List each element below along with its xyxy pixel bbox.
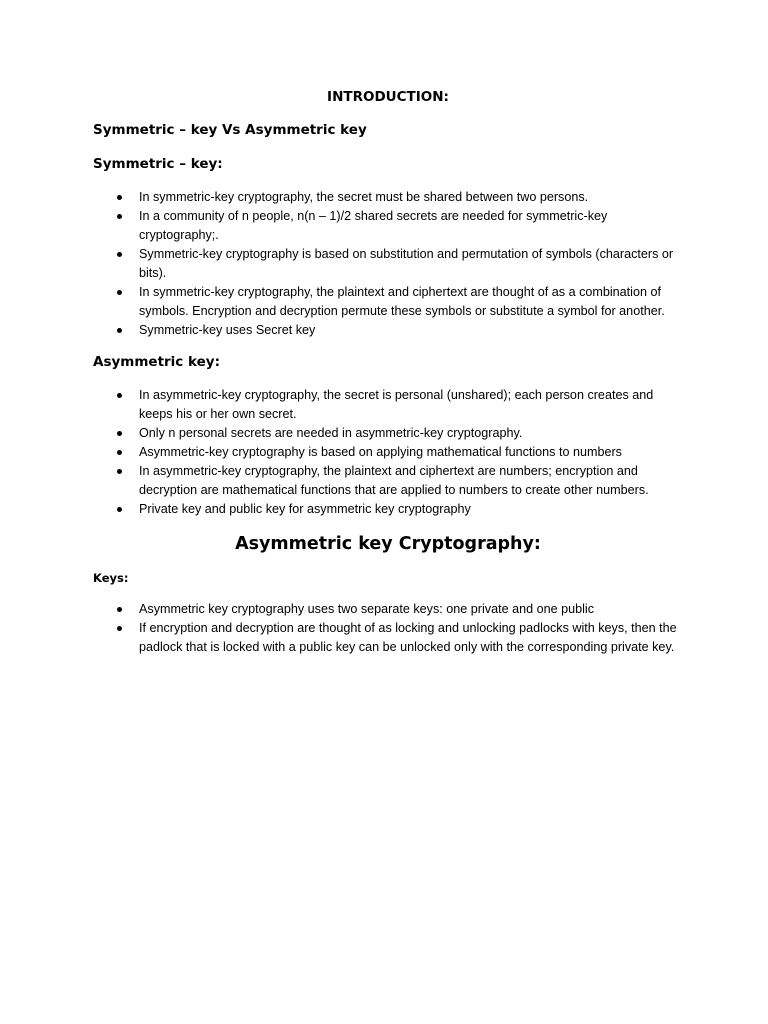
asymmetric-key-list <box>93 386 683 519</box>
bullet-icon <box>117 290 122 295</box>
symmetric-key-list <box>93 188 683 340</box>
bullet-icon <box>117 393 122 398</box>
list-item <box>139 245 683 283</box>
list-item-text: In a community of n people, n(n – 1)/2 shared secrets are needed for symmetric-key cryptography;. <box>139 209 608 242</box>
list-item <box>139 207 683 245</box>
bullet-icon <box>117 450 122 455</box>
list-item-text: Only n personal secrets are needed in asymmetric-key cryptography. <box>139 426 523 440</box>
bullet-icon <box>117 252 122 257</box>
list-item-text: If encryption and decryption are thought of as locking and unlocking padlocks with keys, then the padlock that is locked with a public key can be unlocked only with the corresponding private key. <box>139 621 677 654</box>
list-item <box>139 424 683 443</box>
comparison-heading: Symmetric – key Vs Asymmetric key <box>93 122 367 138</box>
list-item <box>139 500 683 519</box>
bullet-icon <box>117 507 122 512</box>
keys-label: Keys: <box>93 571 129 585</box>
list-item <box>139 321 683 340</box>
asymmetric-key-heading: Asymmetric key: <box>93 354 220 370</box>
list-item-text: Asymmetric key cryptography uses two separate keys: one private and one public <box>139 602 594 616</box>
document-body <box>93 88 683 657</box>
list-item <box>139 188 683 207</box>
list-item-text: Symmetric-key cryptography is based on substitution and permutation of symbols (characters or bits). <box>139 247 674 280</box>
list-item <box>139 462 683 500</box>
list-item <box>139 600 683 619</box>
list-item-text: Asymmetric-key cryptography is based on applying mathematical functions to numbers <box>139 445 622 459</box>
bullet-icon <box>117 195 122 200</box>
symmetric-key-heading: Symmetric – key: <box>93 156 223 172</box>
bullet-icon <box>117 328 122 333</box>
list-item-text: In asymmetric-key cryptography, the plaintext and ciphertext are numbers; encryption and decryption are mathematical functions that are applied to numbers to create other numbers. <box>139 464 649 497</box>
list-item-text: In asymmetric-key cryptography, the secret is personal (unshared); each person creates and keeps his or her own secret. <box>139 388 654 421</box>
bullet-icon <box>117 626 122 631</box>
asymmetric-cryptography-heading: Asymmetric key Cryptography: <box>235 534 541 554</box>
asymmetric-cryptography-list <box>93 600 683 657</box>
list-item <box>139 619 683 657</box>
bullet-icon <box>117 607 122 612</box>
list-item-text: Private key and public key for asymmetric key cryptography <box>139 502 471 516</box>
bullet-icon <box>117 214 122 219</box>
list-item-text: Symmetric-key uses Secret key <box>139 323 316 337</box>
list-item-text: In symmetric-key cryptography, the secret must be shared between two persons. <box>139 190 589 204</box>
list-item <box>139 386 683 424</box>
list-item <box>139 283 683 321</box>
list-item <box>139 443 683 462</box>
list-item-text: In symmetric-key cryptography, the plaintext and ciphertext are thought of as a combination of symbols. Encryption and decryption permute these symbols or substitute a symbol for another. <box>139 285 665 318</box>
bullet-icon <box>117 469 122 474</box>
bullet-icon <box>117 431 122 436</box>
document-title: INTRODUCTION: <box>327 89 449 105</box>
